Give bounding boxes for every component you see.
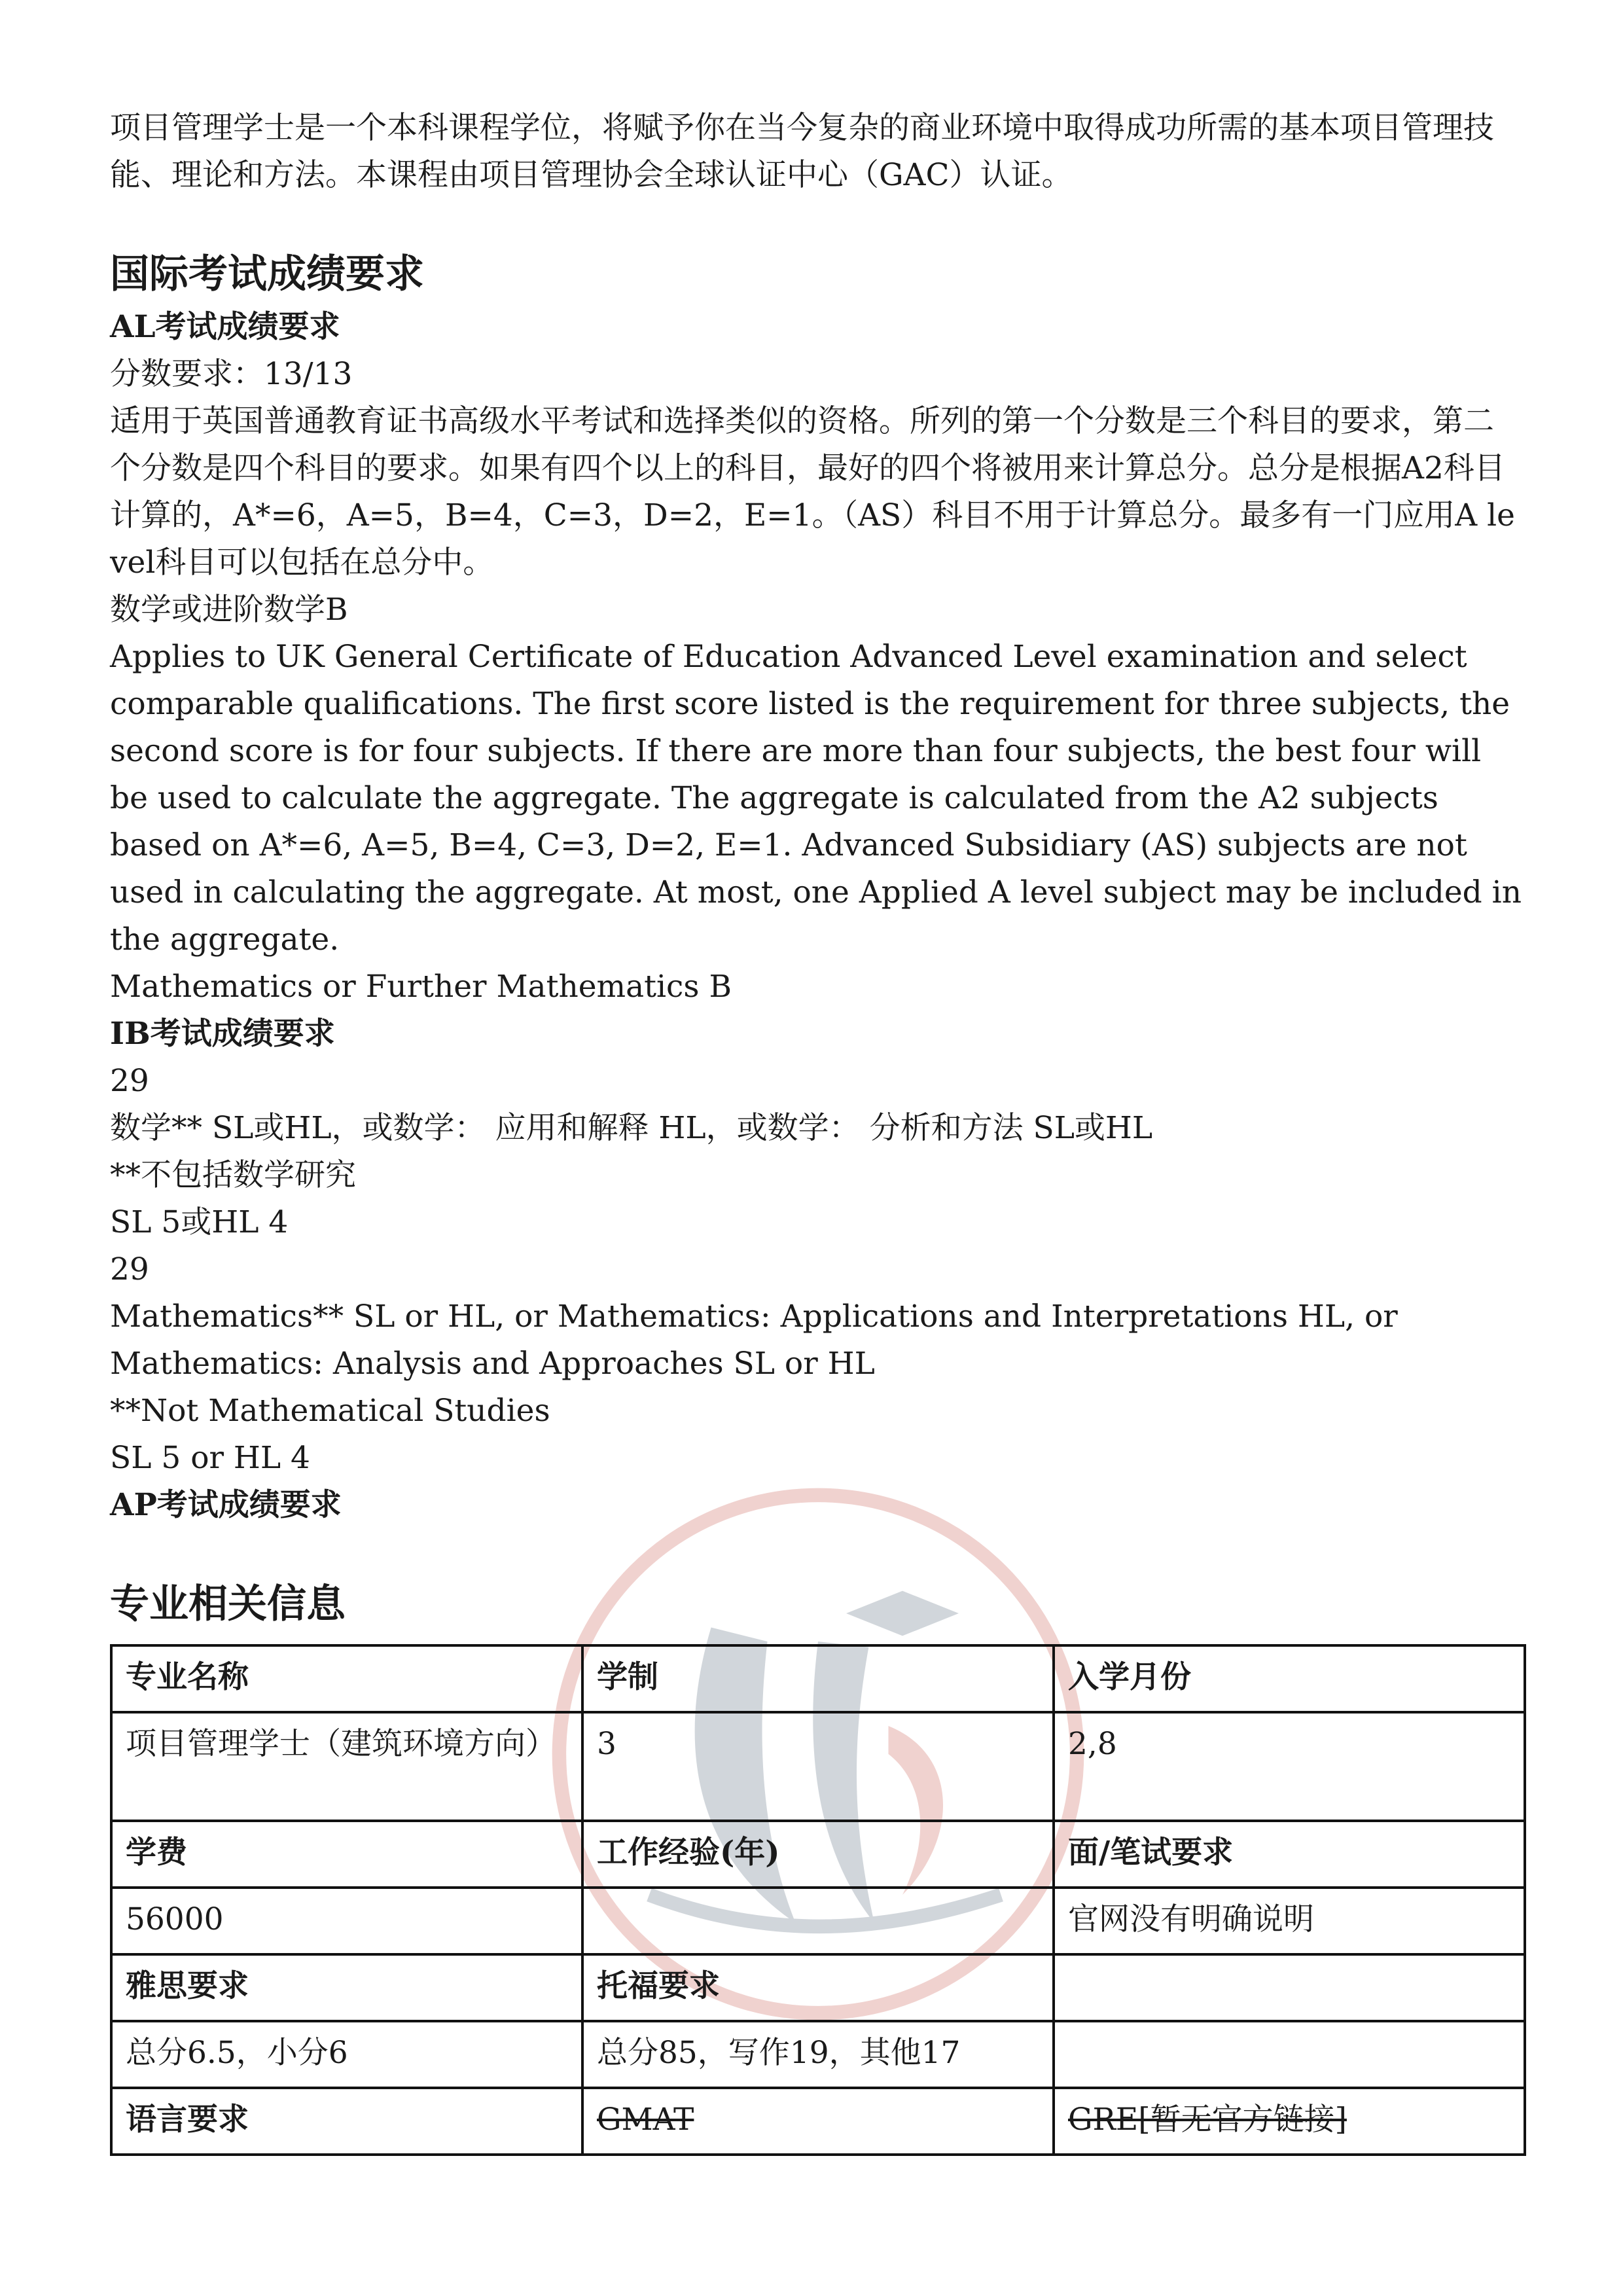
table-cell: 项目管理学士（建筑环境方向）	[111, 1712, 582, 1821]
al-subject-cn: 数学或进阶数学B	[110, 592, 348, 628]
ib-note-en: **Not Mathematical Studies	[110, 1393, 550, 1429]
exam-section-title: 国际考试成绩要求	[110, 251, 424, 297]
ib-note-cn: **不包括数学研究	[110, 1157, 356, 1193]
table-header-cell: 入学月份	[1054, 1645, 1525, 1712]
al-description-cn: 适用于英国普通教育证书高级水平考试和选择类似的资格。所列的第一个分数是三个科目的要求，第二个分数是四个科目的要求。如果有四个以上的科目，最好的四个将被用来计算总分。总分是根据A2科目计算的，A*=6，A=5，B=4，C=3，D=2，E=1。（AS）科目不用于计算总分。最多有一门应用A level科目可以包括在总分中。	[110, 403, 1515, 581]
table-header-cell: 专业名称	[111, 1645, 582, 1712]
gre-link[interactable]: GRE[暂无官方链接]	[1054, 2088, 1525, 2155]
table-cell: 3	[582, 1712, 1054, 1821]
table-cell: 总分85，写作19，其他17	[582, 2021, 1054, 2088]
table-header-cell: 托福要求	[582, 1954, 1054, 2021]
table-row	[111, 2021, 1525, 2088]
table-cell: 总分6.5，小分6	[111, 2021, 582, 2088]
table-row	[111, 1821, 1525, 1888]
table-header-cell: 学制	[582, 1645, 1054, 1712]
table-header-cell: 面/笔试要求	[1054, 1821, 1525, 1888]
table-cell: 56000	[111, 1888, 582, 1954]
ib-level-cn: SL 5或HL 4	[110, 1204, 289, 1240]
ib-title: IB考试成绩要求	[110, 1016, 335, 1052]
table-header-cell: 雅思要求	[111, 1954, 582, 2021]
program-info-table	[110, 1644, 1526, 2156]
table-cell: 2,8	[1054, 1712, 1525, 1821]
table-header-cell: 工作经验(年)	[582, 1821, 1054, 1888]
intro-paragraph: 项目管理学士是一个本科课程学位，将赋予你在当今复杂的商业环境中取得成功所需的基本项目管理技能、理论和方法。本课程由项目管理协会全球认证中心（GAC）认证。	[110, 110, 1494, 193]
al-title: AL考试成绩要求	[110, 309, 340, 345]
al-description-en: Applies to UK General Certificate of Education Advanced Level examination and select comparable qualifications. The first score listed is the requirement for three subjects, the second score is for four subjects. If there are more than four subjects, the best four will be used to calculate the aggregate. The aggregate is calculated from the A2 subjects based on A*=6, A=5, B=4, C=3, D=2, E=1. Advanced Subsidiary (AS) subjects are not used in calculating the aggregate. At most, one Applied A level subject may be included in the aggregate.	[110, 639, 1522, 958]
table-row	[111, 1712, 1525, 1821]
ib-subject-cn: 数学** SL或HL，或数学： 应用和解释 HL，或数学： 分析和方法 SL或HL	[110, 1110, 1153, 1146]
table-cell	[582, 1888, 1054, 1954]
table-cell	[1054, 2021, 1525, 2088]
table-row	[111, 1954, 1525, 2021]
ap-title: AP考试成绩要求	[110, 1487, 342, 1523]
table-row	[111, 2088, 1525, 2155]
table-header-cell	[1054, 1954, 1525, 2021]
ib-level-en: SL 5 or HL 4	[110, 1440, 310, 1476]
al-score: 分数要求：13/13	[110, 356, 353, 392]
ib-score-cn: 29	[110, 1063, 149, 1099]
program-section-title: 专业相关信息	[110, 1581, 346, 1627]
al-subject-en: Mathematics or Further Mathematics B	[110, 969, 732, 1005]
table-row	[111, 1888, 1525, 1954]
ib-score-en: 29	[110, 1251, 149, 1287]
gmat-link[interactable]: GMAT	[582, 2088, 1054, 2155]
table-cell: 官网没有明确说明	[1054, 1888, 1525, 1954]
table-header-cell: 语言要求	[111, 2088, 582, 2155]
document-page	[110, 105, 1524, 2156]
table-header-cell: 学费	[111, 1821, 582, 1888]
ib-subject-en: Mathematics** SL or HL, or Mathematics: Applications and Interpretations HL, or Mathematics: Analysis and Approaches SL or HL	[110, 1299, 1398, 1382]
table-row	[111, 1645, 1525, 1712]
